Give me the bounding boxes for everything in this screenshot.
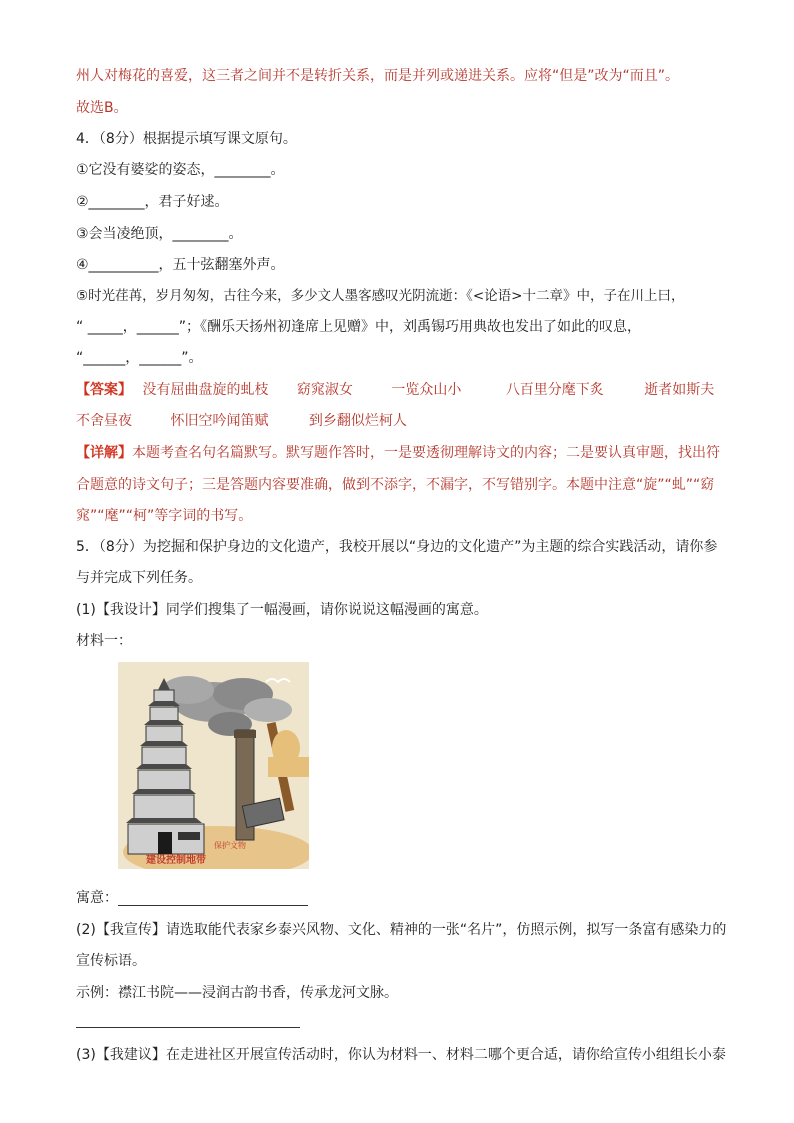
detail-tag: 【详解】 — [76, 445, 132, 461]
answer-row — [76, 380, 714, 400]
cartoon-image — [118, 662, 309, 869]
text-line: 故选B。 — [76, 100, 128, 116]
q5-sub-3: (3)【我建议】在走进社区开展宣传活动时，你认为材料一、材料二哪个更合适，请你给宣传小组组长小泰 — [76, 1047, 726, 1063]
q4-item-2: ②________，君子好逑。 — [76, 194, 229, 210]
question-5-title: 5．（8分）为挖掘和保护身边的文化遗产，我校开展以“身边的文化遗产”为主题的综合实践活动，请你参 — [76, 539, 718, 555]
detail-line: 合题意的诗文句子；三是答题内容要准确，做到不添字，不漏字，不写错别字。本题中注意“旋”“虬”“窈 — [76, 477, 715, 493]
material-label: 材料一： — [76, 633, 132, 649]
banner-top-text: 保护文物 — [214, 841, 246, 850]
q4-item-4: ④__________，五十弦翻塞外声。 — [76, 257, 285, 273]
detail-line: 窕”“麾”“柯”等字词的书写。 — [76, 508, 253, 524]
q4-item-5-cont: “ _____，______”；《酬乐天扬州初逢席上见赠》中，刘禹锡巧用典故也发出了如此的叹息， — [76, 319, 641, 335]
answer-item: 到乡翻似烂柯人 — [308, 413, 407, 429]
banner-bottom-text: 建设控制地带 — [146, 855, 206, 866]
question-4-title: 4．（8分）根据提示填写课文原句。 — [76, 131, 297, 147]
meaning-label: 寓意： — [76, 890, 118, 906]
example-line: 示例：襟江书院——浸润古韵书香，传承龙河文脉。 — [76, 985, 398, 1001]
q4-item-5-cont: “______，______”。 — [76, 350, 203, 366]
answer-item: 不舍昼夜 — [76, 413, 132, 429]
cartoon-illustration — [118, 662, 309, 869]
detail-line: 【详解】本题考查名句名篇默写。默写题作答时，一是要透彻理解诗文的内容；二是要认真审题，找出符 — [76, 445, 720, 461]
answer-tag: 【答案】 — [76, 382, 132, 398]
answer-item: 一览众山小 — [391, 382, 462, 398]
answer-item: 没有屈曲盘旋的虬枝 — [142, 382, 269, 398]
answer-item: 八百里分麾下炙 — [505, 382, 604, 398]
answer-row — [76, 411, 407, 431]
q4-item-5: ⑤时光荏苒，岁月匆匆，古往今来，多少文人墨客感叹光阴流逝：《<论语>十二章》中，子在川上曰， — [76, 288, 685, 304]
answer-blank-line — [76, 1027, 300, 1028]
q5-sub-1: (1)【我设计】同学们搜集了一幅漫画，请你说说这幅漫画的寓意。 — [76, 602, 488, 618]
q5-sub-2: (2)【我宣传】请选取能代表家乡泰兴风物、文化、精神的一张“名片”，仿照示例，拟写一条富有感染力的 — [76, 922, 727, 938]
answer-item: 逝者如斯夫 — [644, 382, 715, 398]
q4-item-3: ③会当凌绝顶，________。 — [76, 226, 243, 242]
answer-blank-line — [118, 905, 308, 906]
text-line: 州人对梅花的喜爱，这三者之间并不是转折关系，而是并列或递进关系。应将“但是”改为“而且”。 — [76, 68, 680, 84]
answer-item: 窈窕淑女 — [296, 382, 353, 398]
answer-item: 怀旧空吟闻笛赋 — [170, 413, 269, 429]
q5-sub-2-cont: 宣传标语。 — [76, 953, 146, 969]
q4-item-1: ①它没有婆娑的姿态，________。 — [76, 162, 285, 178]
question-5-cont: 与并完成下列任务。 — [76, 570, 202, 586]
